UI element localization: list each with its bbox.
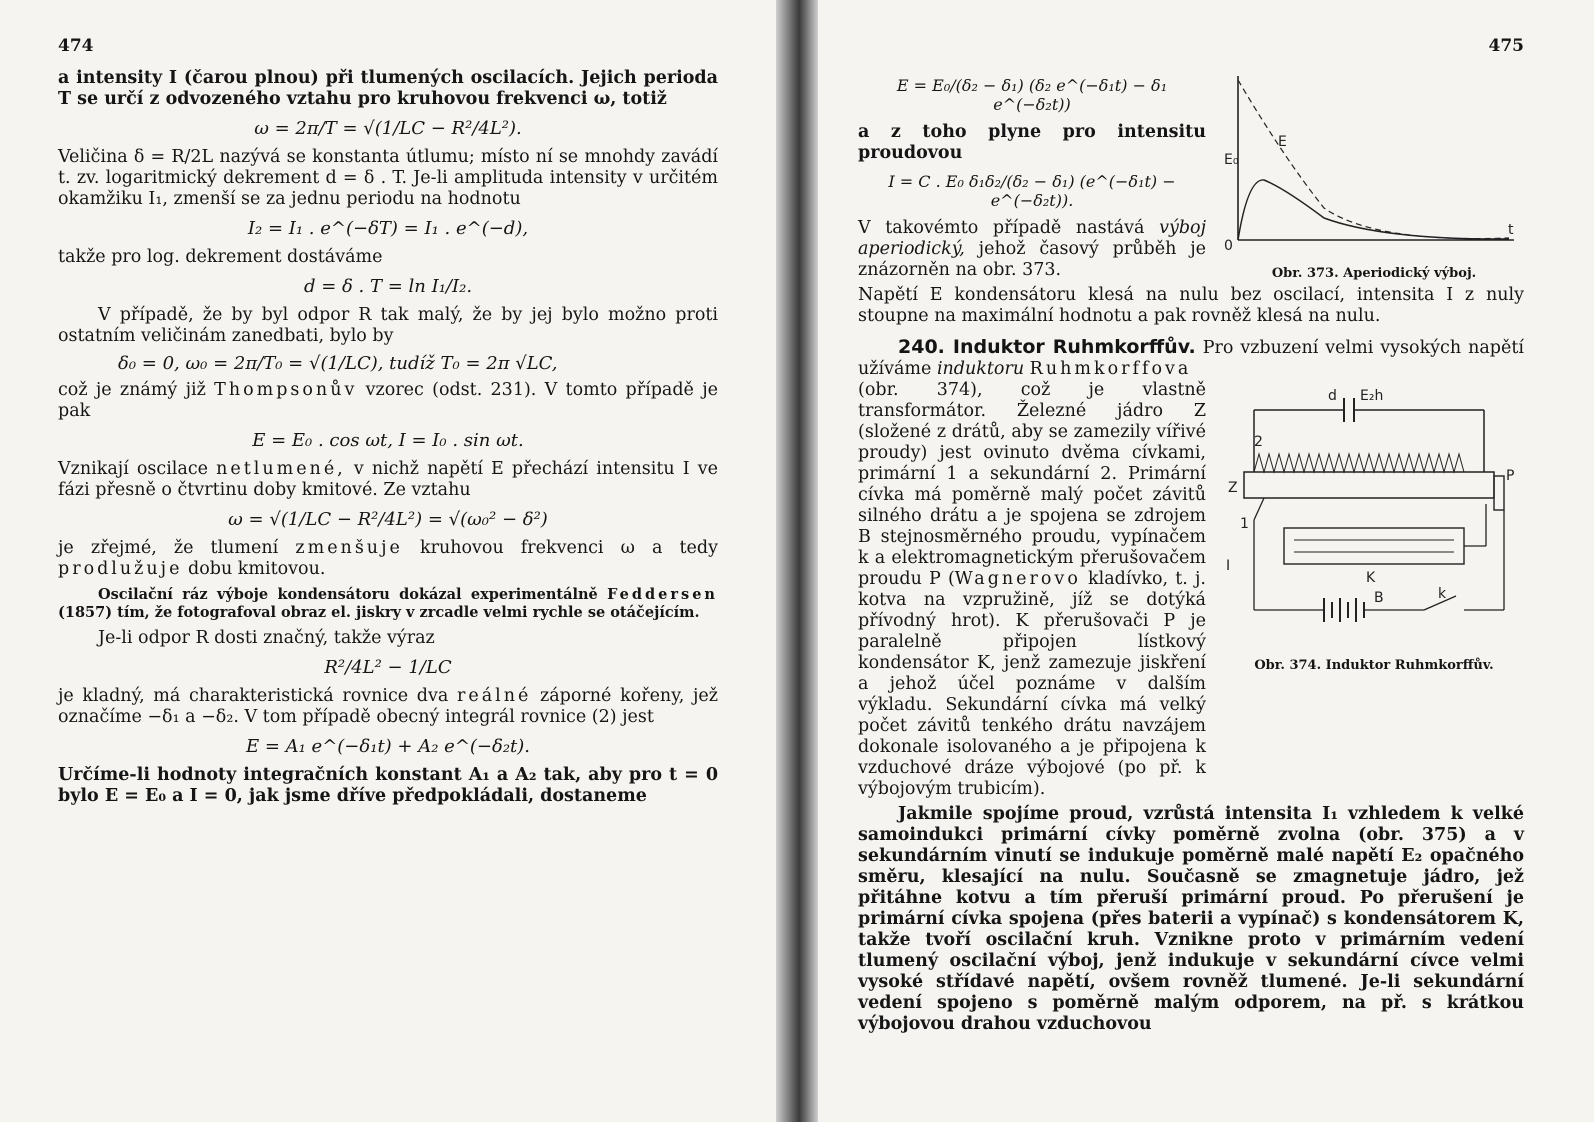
text-run: (1857) tím, že fotografoval obraz el. jiskry v zrcadle velmi rychle se otáčejícím. [58,604,700,621]
paragraph: takže pro log. dekrement dostáváme [58,247,383,267]
book-gutter [776,0,818,1122]
name-spaced: Thompsonův [214,380,358,400]
paragraph: a intensity I (čarou plnou) při tlumených oscilacích. Jejich perioda T se určí z odvozeného vztahu pro kruhovou frekvenci ω, totiž [58,68,718,109]
text-run: v nichž napětí E přechází intensitu I ve fázi přesně o čtvrtinu doby kmitové. Ze vztahu [58,459,718,500]
text-run: jehož časový průběh je znázorněn na obr. 373. [858,239,1206,280]
formula: I = C . E₀ δ₁δ₂/(δ₂ − δ₁) (e^(−δ₁t) − e^(−δ₂t)). [888,172,1176,210]
text-run: což je známý již [58,380,206,400]
text-run: kruhovou frekvenci ω a tedy [419,538,718,558]
formula: E = E₀/(δ₂ − δ₁) (δ₂ e^(−δ₁t) − δ₁ e^(−δ₂t)) [896,76,1168,114]
formula: I₂ = I₁ . e^(−δT) = I₁ . e^(−d), [247,218,529,239]
text-run: kladívko, t. j. kotva na vzpružině, jíž se dotýká přívodný hrot). K přerušovači P je paralelně připojen lístkový kondensátor K, jenž zamezuje jiskření a jehož účel poznáme v dalším výkladu. Sekundární cívka má velký počet závitů tenkého drátu navzájem dokonale isolovaného a je připojena k vzduchové dráze výbojové (po př. k výbojovým trubicím). [858,569,1206,799]
label-k-switch: k [1438,586,1447,602]
label-e0: E₀ [1224,152,1239,168]
figure-374 [1224,380,1524,800]
page-number-right: 475 [1488,36,1524,56]
section-heading: 240. Induktor Ruhmkorffův. [898,336,1196,358]
middle-text-column [858,380,1206,800]
paragraph: Napětí E kondensátoru klesá na nulu bez oscilací, intensita I z nuly stoupne na maximální hodnotu a pak rovněž klesá na nulu. [858,285,1524,326]
paragraph: Veličina δ = R/2L nazývá se konstanta útlumu; místo ní se mnohdy zavádí t. zv. logaritmický dekrement d = δ . T. Je-li amplituda intensity v určitém okamžiku I₁, zmenší se za jednu periodu na hodnotu [58,147,718,209]
top-block [858,68,1524,281]
label-k-capacitor: K [1366,570,1376,586]
text-run: dobu kmitovou. [188,559,326,579]
emphasis-spaced: prodlužuje [58,559,183,579]
label-2: 2 [1254,434,1263,450]
label-b: B [1374,590,1384,606]
label-t: t [1508,222,1514,238]
figure-caption: Obr. 374. Induktor Ruhmkorffův. [1254,658,1494,673]
figure-373 [1224,68,1524,281]
formula: E = A₁ e^(−δ₁t) + A₂ e^(−δ₂t). [245,736,531,757]
formula: R²/4L² − 1/LC [324,657,452,678]
label-i: I [1226,558,1231,574]
paragraph [858,380,1206,800]
right-page [818,0,1594,1122]
emphasis: výboj aperiodický, [858,218,1206,259]
paragraph [58,686,718,728]
section-paragraph [858,337,1524,380]
aperiodic-discharge-graph [1224,68,1524,258]
text-run: Pro vzbuzení velmi vysokých napětí užíváme [858,338,1524,379]
left-page [0,0,776,1122]
top-text-column [858,68,1206,281]
text-run: (obr. 374), což je vlastně transformátor. Železné jádro Z (složené z drátů, aby se zamezily vířivé proudy) jest ovinuto dvěma cívkami, primární 1 a sekundární 2. Primární cívka má poměrně malý počet závitů silného drátu a je spojena se zdrojem B stejnosměrného proudu, vypínačem k a elektromagnetickým přerušovačem proudu P ( [858,380,1206,589]
emphasis-spaced: zmenšuje [295,538,403,558]
paragraph: Jakmile spojíme proud, vzrůstá intensita I₁ vzhledem k velké samoindukci primární cívky poměrně zvolna (obr. 375) a v sekundárním vinutí se indukuje poměrně malé napětí E₂ opačného směru, klesající na nulu. Současně se zmagnetuje jádro, jež přitáhne kotvu a tím přeruší primární proud. Po přerušení je primární cívka spojena (přes baterii a vypínač) s kondensátorem K, takže tvoří oscilační kruh. Vznikne proto v primárním vedení tlumený oscilační výboj, jenž indukuje v sekundární cívce velmi vysoké střídavé napětí, ovšem rovněž tlumené. Je-li sekundární vedení spojeno s poměrně malým odporem, na př. s krátkou výbojovou drahou vzduchovou [858,804,1524,1034]
text-run: je kladný, má charakteristická rovnice dva [58,686,449,706]
emphasis: induktoru [936,359,1025,379]
label-e: E [1278,134,1287,150]
paragraph: Určíme-li hodnoty integračních konstant A₁ a A₂ tak, aby pro t = 0 bylo E = E₀ a I = 0, jak jsme dříve předpokládali, dostaneme [58,765,718,806]
paragraph [58,459,718,501]
text-run: Oscilační ráz výboje kondensátoru dokázal experimentálně [98,586,598,603]
paragraph [858,218,1206,281]
formula: δ₀ = 0, ω₀ = 2π/T₀ = √(1/LC), tudíž T₀ = 2π √LC, [118,353,558,374]
label-e2h: E₂h [1360,388,1384,404]
text-run: Vznikají oscilace [58,459,208,479]
induction-coil-diagram [1224,380,1524,650]
name-spaced: Ruhmkorffova [1029,359,1192,379]
name-spaced: Wagnerovo [954,569,1081,589]
middle-block [858,380,1524,800]
paragraph [58,380,718,422]
text-run: záporné kořeny, jež označíme −δ₁ a −δ₂. V tom případě obecný integrál rovnice (2) jest [58,686,718,727]
figure-caption: Obr. 373. Aperiodický výboj. [1271,266,1477,281]
text-run: vzorec (odst. 231). V tomto případě je pak [58,380,718,421]
label-d: d [1328,388,1337,404]
formula: ω = 2π/T = √(1/LC − R²/4L²). [254,118,522,139]
formula: ω = √(1/LC − R²/4L²) = √(ω₀² − δ²) [228,509,548,530]
footnote [58,586,718,622]
paragraph: a z toho plyne pro intensitu proudovou [858,122,1206,163]
formula: d = δ . T = ln I₁/I₂. [303,276,473,297]
emphasis-spaced: reálné [456,686,532,706]
name-spaced: Feddersen [607,586,718,603]
emphasis-spaced: netlumené, [216,459,346,479]
text-run: je zřejmé, že tlumení [58,538,279,558]
paragraph [58,538,718,580]
page-number-left: 474 [58,36,94,56]
paragraph: Je-li odpor R dosti značný, takže výraz [98,628,435,648]
text-run: V takovémto případě nastává [858,218,1145,238]
label-1: 1 [1240,516,1249,532]
label-origin: 0 [1224,238,1233,254]
label-z: Z [1228,480,1238,496]
label-p: P [1506,468,1515,484]
formula: E = E₀ . cos ωt, I = I₀ . sin ωt. [252,430,524,451]
paragraph: V případě, že by byl odpor R tak malý, že by jej bylo možno proti ostatním veličinám zanedbati, bylo by [58,305,718,346]
